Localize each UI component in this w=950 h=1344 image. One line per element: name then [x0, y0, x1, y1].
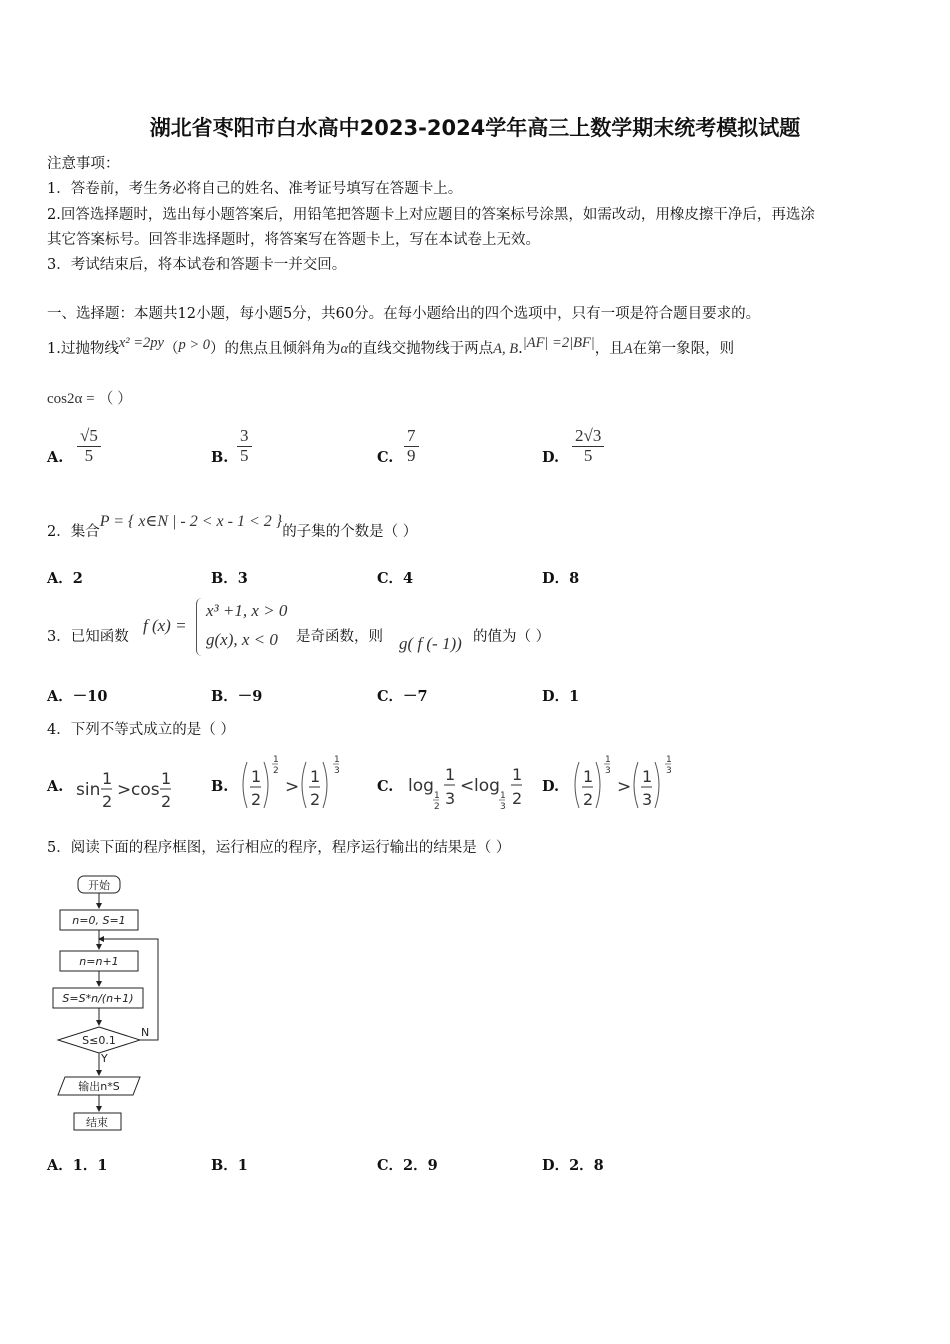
svg-text:>: >: [117, 780, 132, 800]
q3-option-a: A．－10: [47, 688, 108, 705]
q3-fx: f (x) =: [143, 616, 187, 635]
svg-text:log: log: [474, 776, 500, 796]
q1-math-parabola: x² =2py: [118, 335, 164, 351]
svg-text:>: >: [617, 777, 632, 797]
q5-option-b: B．1: [211, 1157, 248, 1174]
svg-text:1: 1: [512, 765, 523, 784]
q3-option-d: D．1: [542, 688, 580, 705]
notice-heading: 注意事项：: [47, 156, 120, 172]
q1-text-3: ）的焦点且倾斜角为: [210, 341, 341, 357]
svg-text:1: 1: [605, 755, 611, 765]
q1-option-d-label: D.: [542, 449, 560, 466]
section-heading: 一、选择题：本题共12小题，每小题5分，共60分。在每小题给出的四个选项中，只有一项是符合题目要求的。: [47, 306, 761, 322]
q4-option-d-math: [570, 752, 680, 818]
q3-text-1: 3．已知函数: [47, 629, 129, 645]
svg-text:2: 2: [512, 789, 523, 808]
q2-text-2: 的子集的个数是（ ）: [282, 524, 418, 540]
q2-option-b: B．3: [211, 570, 248, 587]
q2-option-a: A．2: [47, 570, 83, 587]
svg-text:2: 2: [434, 802, 440, 812]
page-title: 湖北省枣阳市白水高中2023-2024学年高三上数学期末统考模拟试题: [149, 116, 801, 140]
q3-text-2: 是奇函数，则: [296, 629, 383, 645]
flow-init-label: n=0, S=1: [72, 914, 126, 927]
svg-text:3: 3: [500, 802, 506, 812]
q4-option-a-math: [72, 760, 182, 818]
svg-text:>: >: [285, 777, 300, 797]
flow-step1-label: n=n+1: [79, 955, 119, 968]
q1-text-1: 1.过抛物线: [47, 341, 119, 357]
q2-text-1: 2．集合: [47, 524, 100, 540]
svg-text:1: 1: [310, 767, 321, 786]
svg-text:2: 2: [161, 792, 172, 811]
q1-text-6: ，且: [594, 341, 624, 357]
svg-text:1: 1: [251, 767, 262, 786]
q1-math-p: p > 0: [178, 337, 211, 353]
svg-text:2: 2: [273, 766, 279, 776]
q3-case-2: g(x), x < 0: [206, 630, 278, 649]
question-4-stem: 4．下列不等式成立的是（ ）: [47, 722, 235, 738]
q2-math-set: P = { x∈N | - 2 < x - 1 < 2 }: [99, 513, 283, 530]
q1-b-den: 5: [240, 445, 249, 465]
flow-yes-label: Y: [101, 1052, 108, 1065]
q3-brace: [196, 598, 205, 656]
svg-text:1: 1: [102, 769, 113, 788]
q3-text-3: 的值为（ ）: [473, 629, 551, 645]
question-2-stem: [47, 513, 418, 541]
q2-option-c: C．4: [377, 570, 414, 587]
q5-option-c: C．2．9: [377, 1157, 438, 1174]
svg-text:1: 1: [334, 755, 340, 765]
q1-c-num: 7: [404, 427, 419, 447]
svg-text:1: 1: [273, 755, 279, 765]
q1-math-ratio: |AF| =2|BF|: [522, 335, 595, 351]
q4-option-d-label: D.: [542, 778, 560, 795]
svg-text:1: 1: [666, 755, 672, 765]
flow-step2-label: S=S*n/(n+1): [62, 992, 134, 1005]
notice-item-2-cont: 其它答案标号。回答非选择题时，将答案写在答题卡上，写在本试卷上无效。: [47, 232, 540, 248]
q1-d-num: 2√3: [572, 427, 604, 447]
q4-option-b-label: B.: [211, 778, 229, 795]
q1-a-num: √5: [77, 427, 101, 447]
q4-option-a-label: A.: [47, 778, 64, 795]
q3-option-b: B．－9: [211, 688, 263, 705]
svg-text:3: 3: [334, 766, 340, 776]
q1-b-num: 3: [237, 427, 252, 447]
svg-text:3: 3: [605, 766, 611, 776]
svg-text:2: 2: [102, 792, 113, 811]
notice-item-1: 1．答卷前，考生务必将自己的姓名、准考证号填写在答题卡上。: [47, 181, 463, 197]
q1-option-c-label: C.: [377, 449, 394, 466]
q1-a-den: 5: [84, 445, 94, 465]
q1-option-a-label: A.: [47, 449, 64, 466]
svg-text:1: 1: [500, 791, 506, 801]
svg-text:3: 3: [666, 766, 672, 776]
q4-option-b-math: [238, 752, 348, 818]
flow-start-label: 开始: [88, 879, 110, 892]
svg-text:3: 3: [445, 789, 456, 808]
q1-option-b-label: B.: [211, 449, 229, 466]
flow-output-label: 输出n*S: [78, 1080, 120, 1093]
q2-option-d: D．8: [542, 570, 580, 587]
q1-text-7: 在第一象限，则: [632, 341, 735, 357]
q1-math-a: A: [623, 341, 633, 357]
q5-option-a: A．1．1: [47, 1157, 108, 1174]
flow-cond-label: S≤0.1: [82, 1034, 116, 1047]
q1-option-c-value: [404, 427, 419, 465]
q1-option-b-value: [237, 427, 252, 465]
q1-math-alpha: α: [340, 341, 349, 357]
q3-case-1: x³ +1, x > 0: [206, 601, 288, 620]
svg-text:2: 2: [310, 790, 321, 809]
q1-c-den: 9: [407, 445, 416, 465]
q1-d-den: 5: [583, 445, 593, 465]
question-1-stem: [47, 337, 734, 358]
svg-text:sin: sin: [76, 780, 101, 800]
svg-text:3: 3: [642, 790, 653, 809]
svg-text:log: log: [408, 776, 434, 796]
svg-text:1: 1: [642, 767, 653, 786]
q1-option-a-value: [77, 427, 101, 465]
question-5-stem: 5．阅读下面的程序框图，运行相应的程序，程序运行输出的结果是（ ）: [47, 840, 511, 856]
notice-item-2: 2.回答选择题时，选出每小题答案后，用铅笔把答题卡上对应题目的答案标号涂黑，如需改动，用橡皮擦干净后，再选涂: [47, 207, 815, 223]
q1-option-d-value: [572, 427, 604, 465]
notice-item-3: 3．考试结束后，将本试卷和答题卡一并交回。: [47, 257, 347, 273]
q3-gf: g( f (- 1)): [399, 634, 462, 653]
svg-text:1: 1: [434, 791, 440, 801]
q1-text-4: 的直线交抛物线于两点: [348, 341, 494, 357]
q1-cos2alpha: cos2α = （ ）: [47, 391, 133, 407]
q4-option-c-math: [404, 758, 534, 820]
flow-end-label: 结束: [86, 1116, 108, 1129]
svg-text:2: 2: [583, 790, 594, 809]
svg-text:cos: cos: [131, 780, 160, 800]
q5-option-d: D．2．8: [542, 1157, 604, 1174]
q5-flowchart: [50, 872, 170, 1137]
svg-text:1: 1: [161, 769, 172, 788]
svg-text:2: 2: [251, 790, 262, 809]
svg-text:<: <: [460, 776, 475, 796]
flow-no-label: N: [141, 1026, 150, 1039]
q3-option-c: C．－7: [377, 688, 428, 705]
q1-text-2: （: [163, 341, 179, 357]
svg-text:1: 1: [445, 765, 456, 784]
q1-math-points: A, B: [493, 341, 519, 357]
q4-option-c-label: C.: [377, 778, 394, 795]
svg-text:1: 1: [583, 767, 594, 786]
q1-text-5: .: [518, 341, 523, 357]
